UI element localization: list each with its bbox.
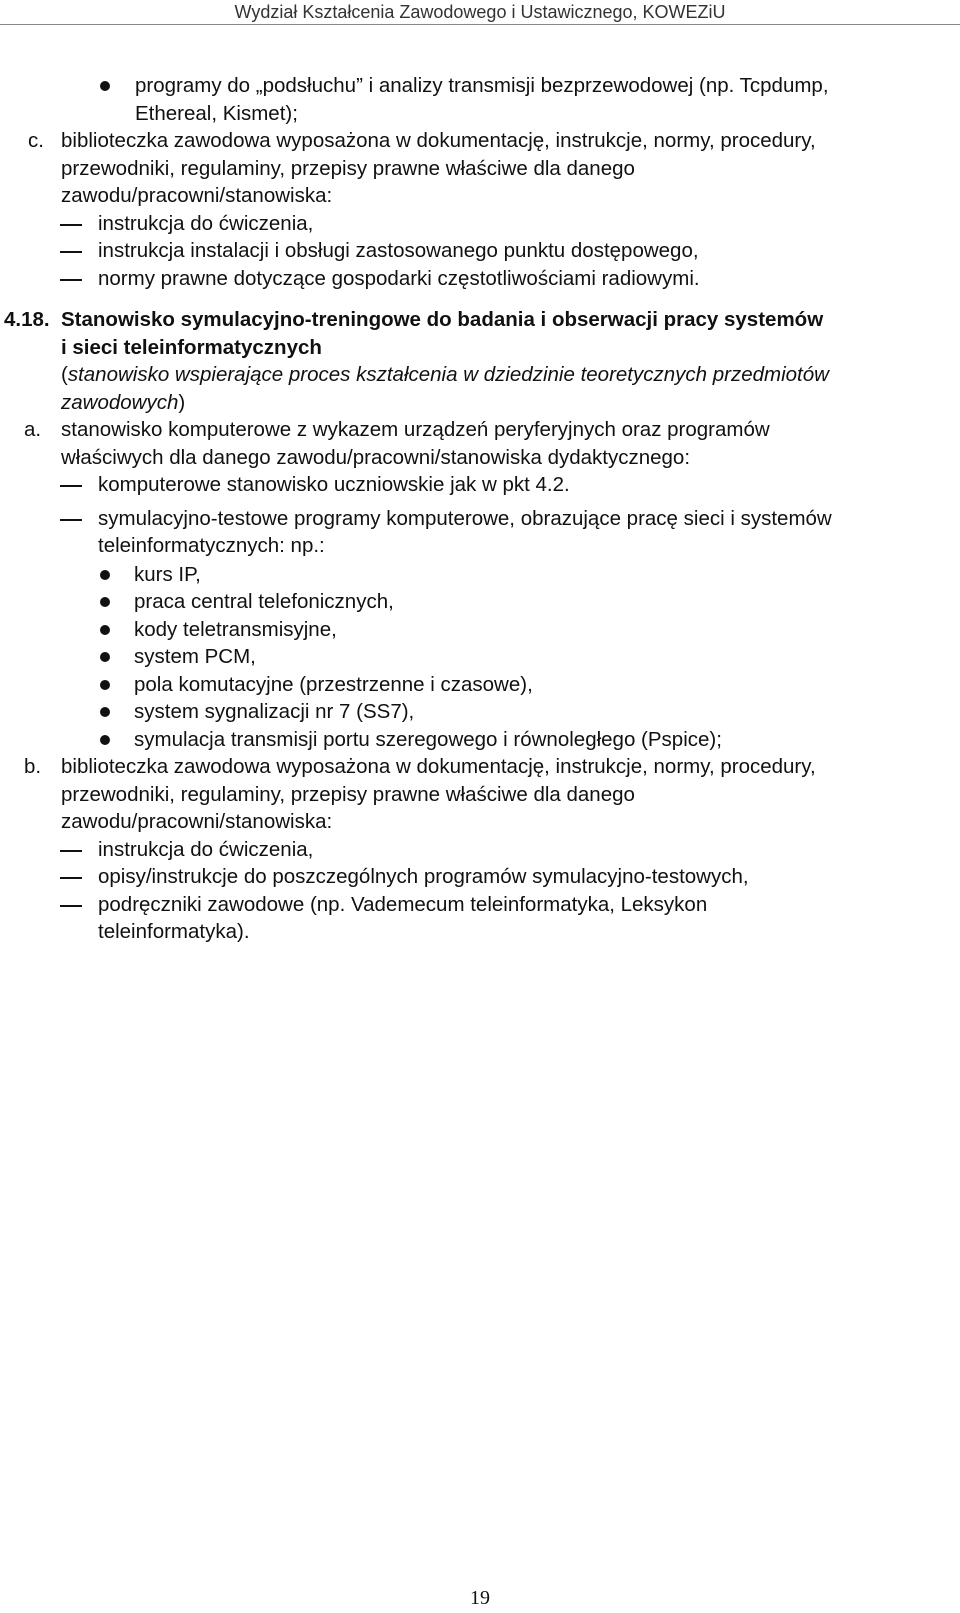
section-heading-continuation bbox=[0, 334, 960, 362]
section-subtitle-line bbox=[61, 361, 829, 389]
dash-item-continuation bbox=[0, 918, 960, 946]
subtitle-text: stanowisko wspierające proces kształcenia w dziedzinie teoretycznych przedmiotów bbox=[67, 363, 829, 386]
dash-item-text: instrukcja do ćwiczenia, bbox=[98, 837, 314, 861]
dash-item-text: komputerowe stanowisko uczniowskie jak w pkt 4.2. bbox=[98, 473, 570, 496]
page-number: 19 bbox=[470, 1587, 490, 1609]
list-item-text: przewodniki, regulaminy, przepisy prawne właściwe dla danego bbox=[61, 156, 635, 180]
dash-item-continuation bbox=[0, 532, 960, 560]
sub-bullet-item bbox=[0, 643, 960, 671]
dash-item-text: instrukcja do ćwiczenia, bbox=[98, 211, 314, 235]
dash-item-text: normy prawne dotyczące gospodarki częstotliwościami radiowymi. bbox=[98, 266, 700, 290]
list-item-continuation bbox=[0, 808, 960, 836]
sub-bullet-item bbox=[0, 671, 960, 699]
dash-icon bbox=[60, 519, 82, 521]
list-item-text: właściwych dla danego zawodu/pracowni/stanowiska dydaktycznego: bbox=[61, 445, 691, 469]
header-divider bbox=[0, 24, 960, 25]
section-title: i sieci teleinformatycznych bbox=[61, 335, 322, 359]
dash-icon bbox=[60, 877, 82, 879]
list-item-text: przewodniki, regulaminy, przepisy prawne właściwe dla danego bbox=[61, 782, 635, 806]
bullet-icon bbox=[100, 625, 110, 635]
dash-item bbox=[0, 891, 960, 919]
section-subtitle bbox=[0, 361, 960, 389]
section-subtitle-line bbox=[61, 389, 185, 417]
list-item-text: zawodu/pracowni/stanowiska: bbox=[61, 810, 333, 833]
section-subtitle-continuation bbox=[0, 389, 960, 417]
running-header: Wydział Kształcenia Zawodowego i Ustawicznego, KOWEZiU bbox=[234, 2, 726, 22]
bullet-icon bbox=[100, 597, 110, 607]
list-item-continuation bbox=[0, 444, 960, 472]
section-title: Stanowisko symulacyjno-treningowe do badania i obserwacji pracy systemów bbox=[61, 308, 824, 331]
bullet-icon bbox=[100, 652, 110, 662]
bullet-icon bbox=[100, 735, 110, 745]
sub-bullet-item bbox=[0, 588, 960, 616]
list-label: a. bbox=[24, 418, 42, 441]
dash-item bbox=[0, 863, 960, 891]
bullet-item-text: pola komutacyjne (przestrzenne i czasowe), bbox=[134, 672, 533, 696]
bullet-item-text: system PCM, bbox=[134, 645, 256, 668]
dash-icon bbox=[60, 224, 82, 226]
subtitle-text: zawodowych bbox=[61, 390, 179, 414]
dash-item-text: podręczniki zawodowe (np. Vademecum teleinformatyka, Leksykon bbox=[98, 892, 708, 916]
list-item-text: biblioteczka zawodowa wyposażona w dokumentację, instrukcje, normy, procedury, bbox=[61, 755, 816, 778]
list-item-b bbox=[0, 753, 960, 781]
dash-item-text: teleinformatycznych: np.: bbox=[98, 534, 325, 557]
list-item-a bbox=[0, 416, 960, 444]
dash-icon bbox=[60, 279, 82, 281]
list-item-text: Ethereal, Kismet); bbox=[135, 101, 298, 125]
bullet-item-text: praca central telefonicznych, bbox=[134, 590, 394, 613]
list-item-text: zawodu/pracowni/stanowiska: bbox=[61, 184, 333, 207]
list-item-continuation bbox=[0, 155, 960, 183]
list-item-text: biblioteczka zawodowa wyposażona w dokumentację, instrukcje, normy, procedury, bbox=[61, 129, 816, 152]
list-label: b. bbox=[24, 755, 42, 778]
list-item-text: stanowisko komputerowe z wykazem urządzeń peryferyjnych oraz programów bbox=[61, 418, 770, 441]
sub-bullet-item bbox=[0, 616, 960, 644]
dash-icon bbox=[60, 485, 82, 487]
dash-item-text: symulacyjno-testowe programy komputerowe, obrazujące pracę sieci i systemów bbox=[98, 506, 832, 530]
dash-item-text: teleinformatyka). bbox=[98, 920, 250, 943]
dash-icon bbox=[60, 251, 82, 253]
list-label: c. bbox=[28, 129, 44, 152]
section-heading bbox=[0, 306, 960, 334]
dash-icon bbox=[60, 850, 82, 852]
section-number: 4.18. bbox=[4, 308, 50, 331]
sub-bullet-item bbox=[0, 698, 960, 726]
dash-item bbox=[0, 836, 960, 864]
list-item-c bbox=[0, 127, 960, 155]
bullet-icon bbox=[100, 81, 110, 91]
paren-close: ) bbox=[178, 390, 186, 414]
bullet-icon bbox=[100, 570, 110, 580]
bullet-item-text: symulacja transmisji portu szeregowego i równoległego (Pspice); bbox=[134, 727, 722, 751]
dash-item bbox=[0, 237, 960, 265]
dash-item bbox=[0, 210, 960, 238]
list-item bbox=[0, 72, 960, 100]
bullet-icon bbox=[100, 707, 110, 717]
dash-item bbox=[0, 265, 960, 293]
bullet-item-text: system sygnalizacji nr 7 (SS7), bbox=[134, 700, 415, 723]
bullet-icon bbox=[100, 680, 110, 690]
list-item-continuation bbox=[0, 182, 960, 210]
list-item-text: programy do „podsłuchu” i analizy transmisji bezprzewodowej (np. Tcpdump, bbox=[135, 74, 829, 97]
paren-open: ( bbox=[61, 363, 68, 386]
dash-item-text: instrukcja instalacji i obsługi zastosowanego punktu dostępowego, bbox=[98, 239, 699, 262]
sub-bullet-item bbox=[0, 726, 960, 754]
dash-item-text: opisy/instrukcje do poszczególnych programów symulacyjno-testowych, bbox=[98, 865, 749, 888]
bullet-item-text: kody teletransmisyjne, bbox=[134, 617, 337, 641]
list-item-continuation bbox=[0, 100, 960, 128]
dash-icon bbox=[60, 905, 82, 907]
list-item-continuation bbox=[0, 781, 960, 809]
sub-bullet-item bbox=[0, 561, 960, 589]
dash-item bbox=[0, 471, 960, 499]
page-body bbox=[0, 72, 960, 946]
bullet-item-text: kurs IP, bbox=[134, 562, 201, 586]
dash-item bbox=[0, 505, 960, 533]
